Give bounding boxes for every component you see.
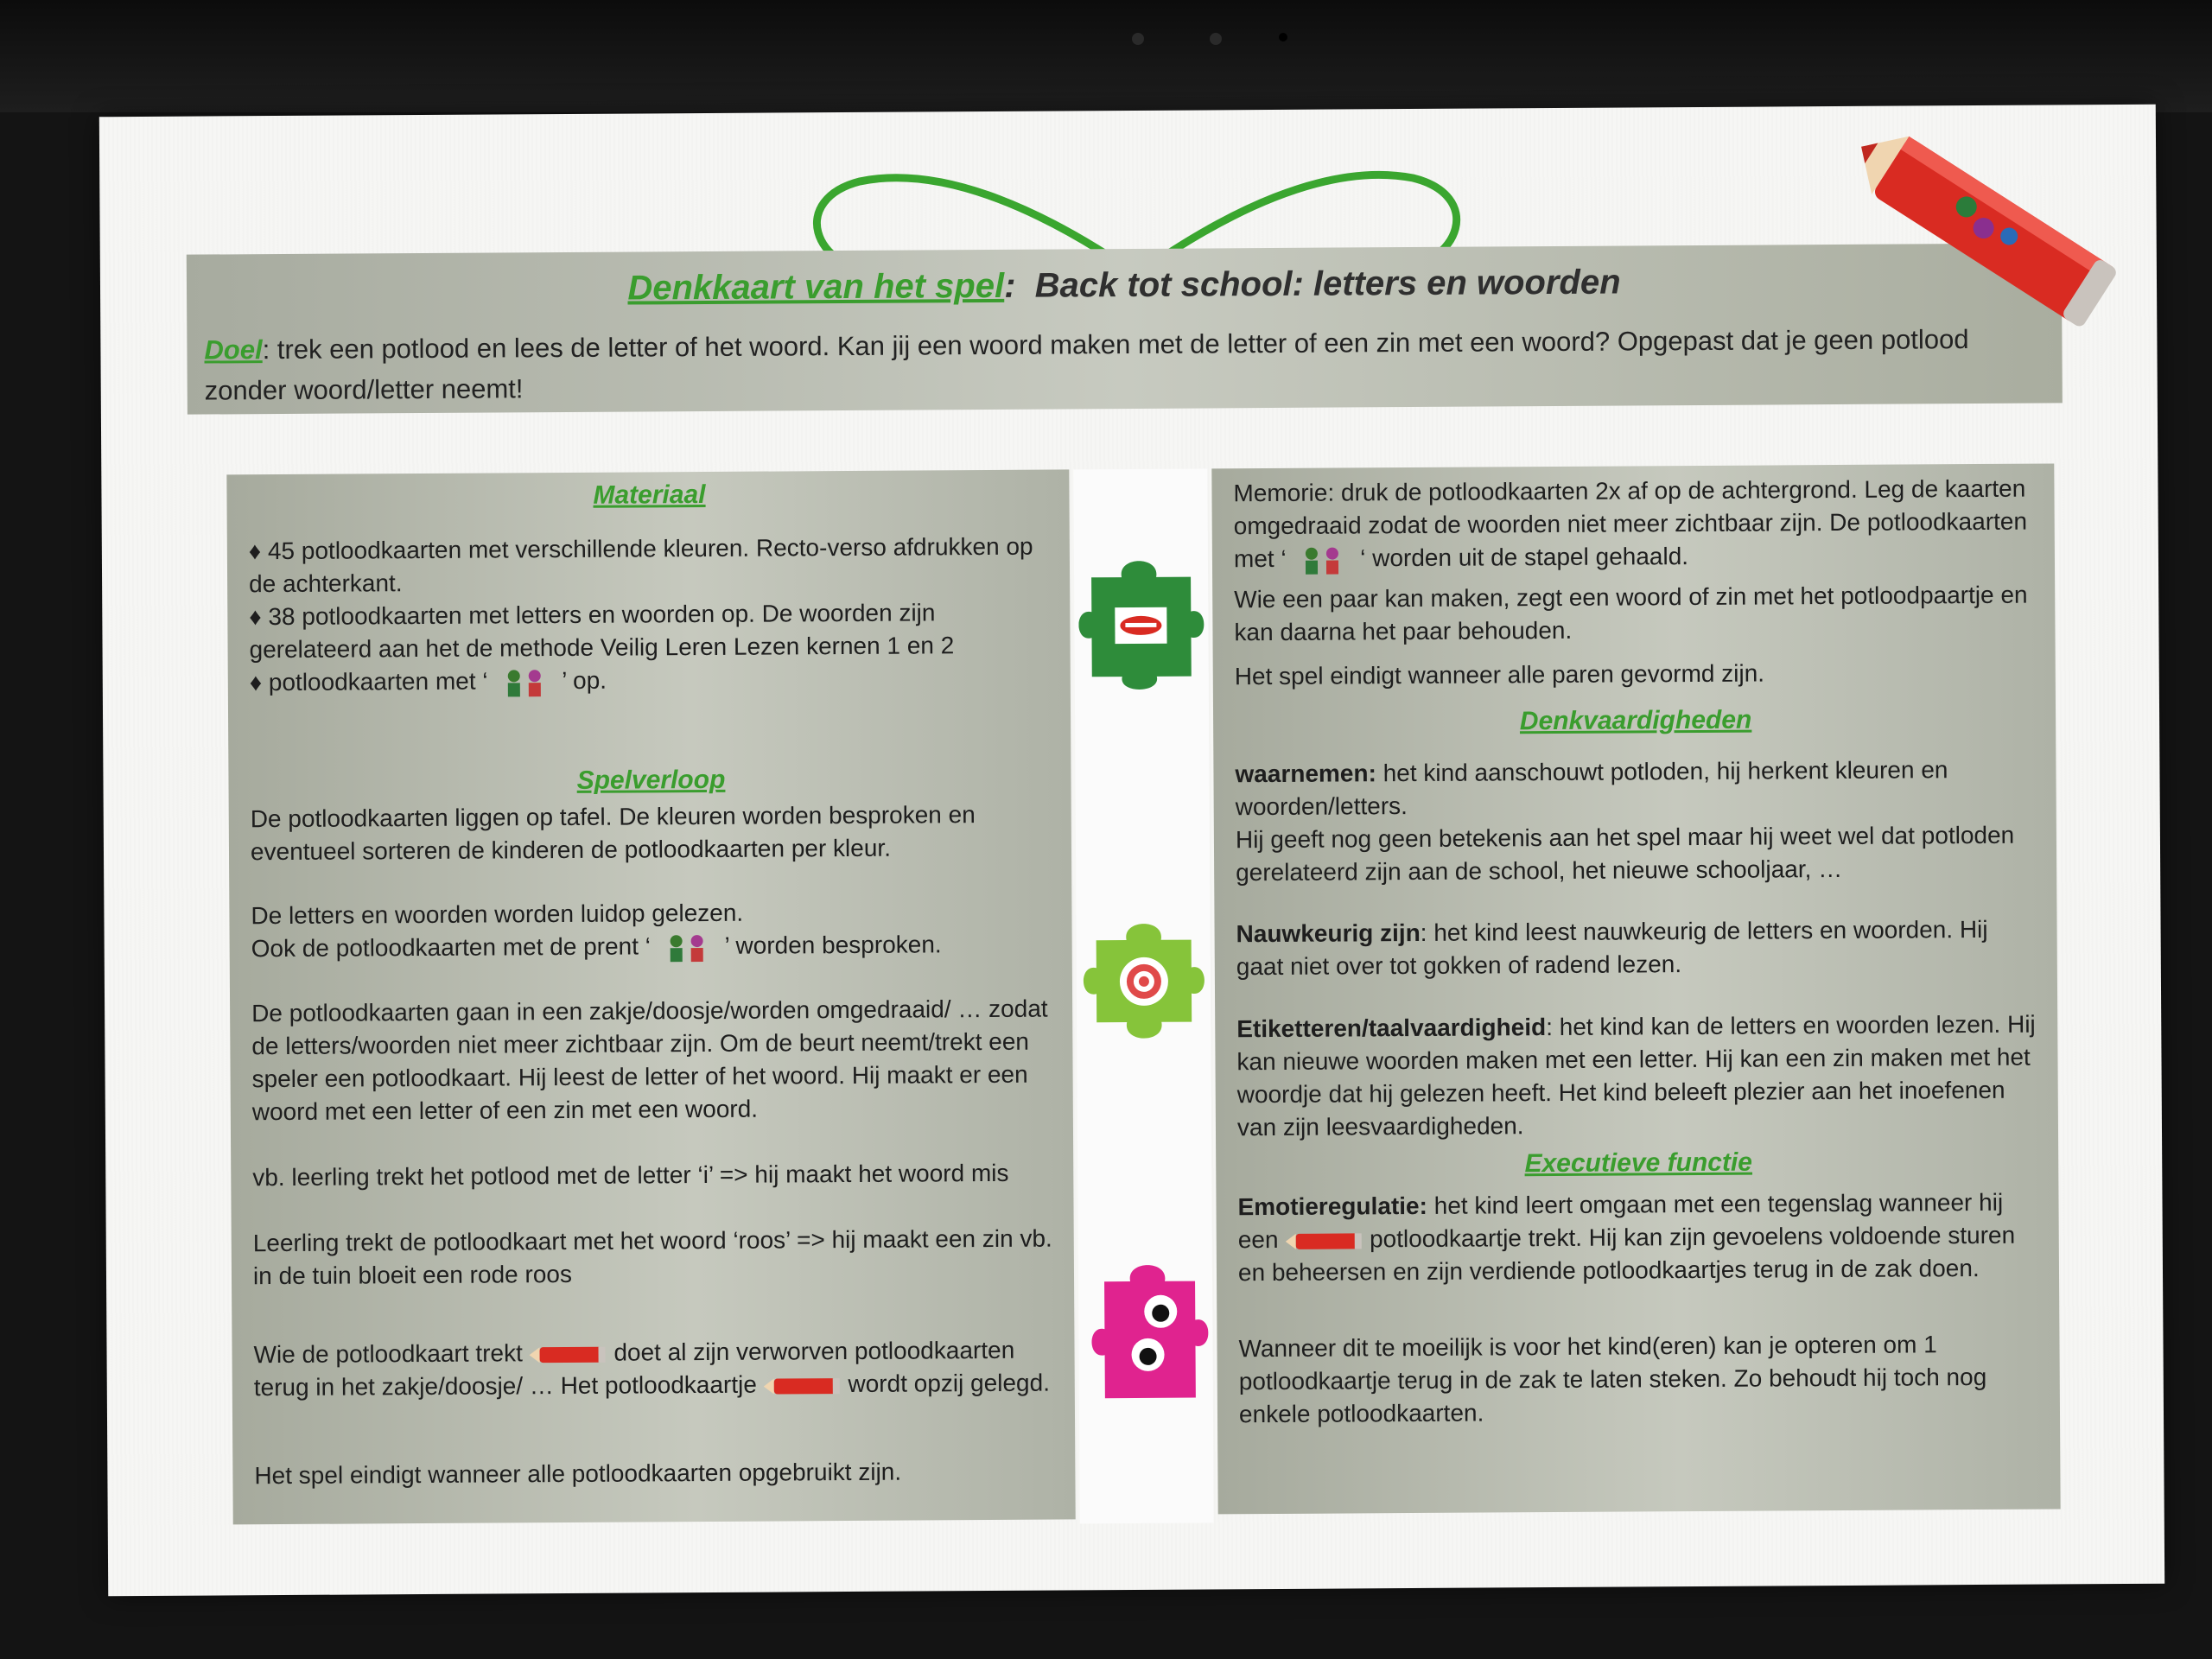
kids-icon xyxy=(1293,543,1353,577)
spelverloop-p4: De potloodkaarten gaan in een zakje/doosje/worden omgedraaid/ … zodat de letters/woorden niet meer zichtbaar zijn. Om de beurt neemt/trekt een speler een potloodkaart. Hij leest de letter of het woord. Hij maakt er een woord met een letter of een zin met een woord. xyxy=(251,995,1048,1126)
title-label: Denkkaart van het spel xyxy=(627,266,1005,308)
mouth-puzzle-icon xyxy=(1078,546,1205,694)
goal-text: : trek een potlood en lees de letter of het woord. Kan jij een woord maken met de letter of een zin met een woord? Opgepast dat je geen potlood zonder woord/letter neemt! xyxy=(204,324,1969,406)
spelverloop-p7-c: wordt opzij gelegd. xyxy=(848,1369,1051,1398)
goal-label: Doel xyxy=(204,334,263,365)
waarnemen-text: het kind aanschouwt potloden, hij herkent kleuren en woorden/letters. xyxy=(1235,756,1948,821)
red-pencil-icon xyxy=(1285,1231,1363,1251)
spelverloop-p6: Leerling trekt de potloodkaart met het woord ‘roos’ => hij maakt een zin vb. in de tuin bloeit een rode roos xyxy=(252,1224,1052,1290)
spelverloop-p7 xyxy=(253,1334,1055,1405)
camera-dot xyxy=(1279,33,1287,41)
waarnemen-p xyxy=(1235,753,2037,824)
monitor-bezel xyxy=(0,0,2212,112)
spelverloop-p7-a: Wie de potloodkaart trekt xyxy=(253,1339,523,1369)
denkvaardigheden-title: Denkvaardigheden xyxy=(1519,705,1752,736)
target-puzzle-icon xyxy=(1078,913,1209,1048)
spelverloop-title: Spelverloop xyxy=(576,765,726,795)
right-panel xyxy=(1211,463,2060,1514)
materiaal-item-3-b: ’ op. xyxy=(562,666,607,695)
emotieregulatie-p xyxy=(1237,1186,2040,1290)
materiaal-item-1: ♦ 45 potloodkaarten met verschillende kleuren. Recto-verso afdrukken op de achterkant. xyxy=(248,532,1033,598)
nauwkeurig-label: Nauwkeurig zijn xyxy=(1236,918,1421,948)
title-bar xyxy=(187,243,2063,414)
etiketteren-text: : het kind kan de letters en woorden lezen. Hij kan nieuwe woorden maken met een letter. Hij kan een zin maken met het woordje dat hij gelezen heeft. Het kind beleeft plezier aan het inoefenen van zijn leesvaardigheden. xyxy=(1236,1010,2036,1141)
spelverloop-p7-b: doet al zijn verworven potloodkaarten terug in het zakje/doosje/ … Het potloodkaartje xyxy=(253,1336,1015,1402)
memorie-p1 xyxy=(1233,473,2036,578)
spelverloop-p1: De potloodkaarten liggen op tafel. De kleuren worden besproken en eventueel sorteren de kinderen de potloodkaarten per kleur. xyxy=(250,801,976,866)
kids-icon xyxy=(494,665,555,700)
etiketteren-label: Etiketteren/taalvaardigheid xyxy=(1236,1014,1547,1043)
document-page xyxy=(99,105,2164,1597)
spelverloop-p3-b: ’ worden besproken. xyxy=(724,931,942,959)
page-title xyxy=(187,260,2062,310)
memorie-p3: Het spel eindigt wanneer alle paren gevormd zijn. xyxy=(1234,659,1765,690)
eyes-puzzle-icon xyxy=(1087,1259,1209,1415)
goal xyxy=(204,320,2037,411)
spelverloop-p2: De letters en woorden worden luidop gelezen. xyxy=(251,899,744,930)
spelverloop-p3-a: Ook de potloodkaarten met de prent ‘ xyxy=(251,932,652,963)
spelverloop-p5: vb. leerling trekt het potlood met de letter ‘i’ => hij maakt het woord mis xyxy=(252,1159,1009,1192)
spelverloop-p3 xyxy=(251,928,1053,968)
materiaal-title: Materiaal xyxy=(593,480,706,510)
materiaal-item-3-a: ♦ potloodkaarten met ‘ xyxy=(249,667,488,696)
kids-icon xyxy=(658,931,718,965)
spelverloop-p8: Het spel eindigt wanneer alle potloodkaarten opgebruikt zijn. xyxy=(254,1458,902,1490)
emotieregulatie-b: potloodkaartje trekt. Hij kan zijn gevoelens voldoende sturen en beheersen en zijn verdiende potloodkaartjes terug in de zak doen. xyxy=(1237,1221,2016,1287)
emotieregulatie-a: het kind leert omgaan met een tegenslag wanneer hij een xyxy=(1237,1188,2004,1254)
wanneer-p: Wanneer dit te moeilijk is voor het kind(eren) kan je opteren om 1 potloodkaartje terug in de zak te laten steken. Zo behoudt hij toch nog enkele potloodkaarten. xyxy=(1238,1331,1987,1428)
materiaal-item-2: ♦ 38 potloodkaarten met letters en woorden op. De woorden zijn gerelateerd aan het de methode Veilig Leren Lezen kernen 1 en 2 xyxy=(249,599,955,664)
left-panel xyxy=(226,469,1075,1524)
camera-dot xyxy=(1210,33,1222,45)
waarnemen-p2: Hij geeft nog geen betekenis aan het spel maar hij weet wel dat potloden gerelateerd zijn aan de school, het nieuwe schooljaar, … xyxy=(1235,821,2015,887)
red-pencil-icon xyxy=(764,1376,842,1396)
materiaal-item-3 xyxy=(250,662,1052,702)
memorie-p1-b: ‘ worden uit de stapel gehaald. xyxy=(1360,543,1689,572)
nauwkeurig-text: : het kind leest nauwkeurig de letters en woorden. Hij gaat niet over tot gokken of radend lezen. xyxy=(1236,915,1988,981)
etiketteren-p xyxy=(1236,1008,2039,1145)
emotieregulatie-label: Emotieregulatie: xyxy=(1237,1192,1428,1221)
executieve-functie-title: Executieve functie xyxy=(1524,1147,1753,1179)
nauwkeurig-p xyxy=(1236,913,2037,984)
red-pencil-icon xyxy=(530,1344,607,1364)
memorie-p2: Wie een paar kan maken, zegt een woord of zin met het potloodpaartje en kan daarna het paar behouden. xyxy=(1234,581,2028,646)
title-text: Back tot school: letters en woorden xyxy=(1034,263,1621,305)
memorie-p1-a: Memorie: druk de potloodkaarten 2x af op de achtergrond. Leg de kaarten omgedraaid zodat de woorden niet meer zichtbaar zijn. De potloodkaarten met ‘ xyxy=(1233,474,2028,573)
red-pencil-icon xyxy=(1836,113,2149,348)
title-separator: : xyxy=(1004,266,1016,305)
waarnemen-label: waarnemen: xyxy=(1235,760,1376,788)
camera-dot xyxy=(1132,33,1144,45)
